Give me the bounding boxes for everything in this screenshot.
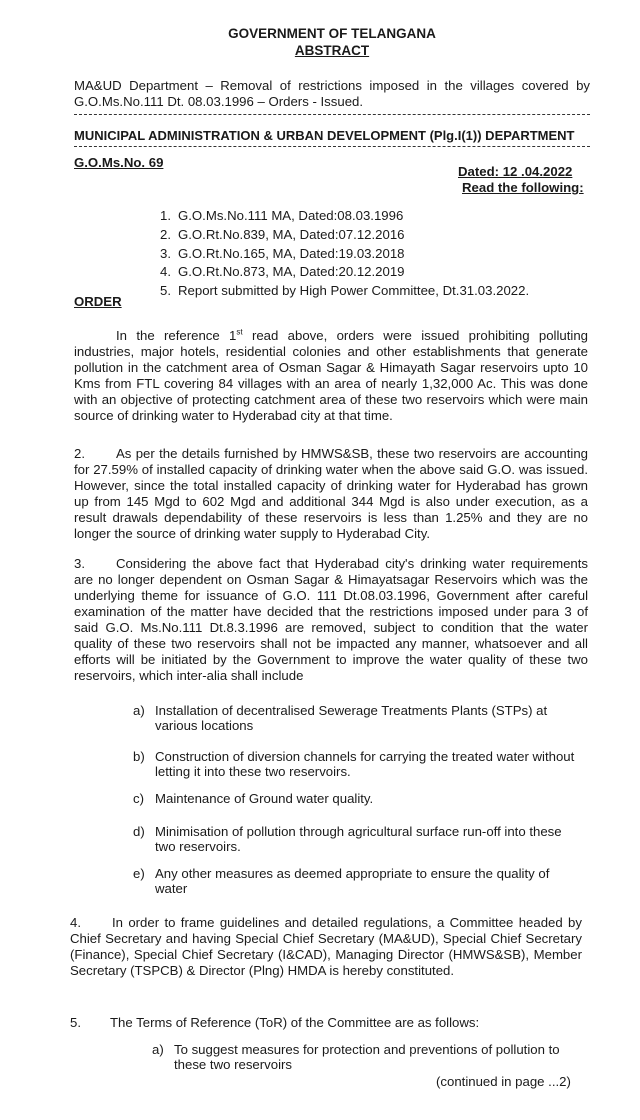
read-following: Read the following: [462, 180, 584, 195]
divider-top [74, 114, 590, 115]
paragraph-5: 5. The Terms of Reference (ToR) of the Committee are as follows: [70, 1015, 480, 1030]
subject-line: MA&UD Department – Removal of restrictions imposed in the villages covered by G.O.Ms.No.111 Dt. 08.03.1996 – Orders - Issued. [74, 78, 590, 109]
continued-note: (continued in page ...2) [436, 1074, 571, 1089]
government-title: GOVERNMENT OF TELANGANA [228, 26, 436, 41]
paragraph-2: 2. As per the details furnished by HMWS&SB, these two reservoirs are accounting for 27.59% of installed capacity of drinking water when the above said G.O. was issued. However, since the total installed capacity of drinking water for Hyderabad has grown up from 145 Mgd to 602 Mgd and additional 344 Mgd is also under execution, as a result drawals dependability of these reservoirs is less than 1.25% and they are no longer the source of drinking water supply to Hyderabad City. [74, 446, 588, 541]
dated: Dated: 12 .04.2022 [458, 164, 573, 179]
reference-item: 4. G.O.Rt.No.873, MA, Dated:20.12.2019 [160, 264, 405, 279]
abstract-heading: ABSTRACT [294, 43, 370, 58]
go-number: G.O.Ms.No. 69 [74, 155, 164, 170]
reference-item: 1. G.O.Ms.No.111 MA, Dated:08.03.1996 [160, 208, 404, 223]
reference-item: 5. Report submitted by High Power Committee, Dt.31.03.2022. [160, 283, 530, 298]
department-title: MUNICIPAL ADMINISTRATION & URBAN DEVELOPMENT (Plg.I(1)) DEPARTMENT [74, 128, 575, 143]
document-page: GOVERNMENT OF TELANGANA ABSTRACT MA&UD Department – Removal of restrictions imposed in the villages covered by G.O.Ms.No.111 Dt. 08.03.1996 – Orders - Issued. MUNICIPAL ADMINISTRATION & URBAN DEVELOPMENT (Plg.I(1)) DEPARTMENT G.O.Ms.No. 69 Dated: 12 .04.2022 Read the following: 1. G.O.Ms.No.111 MA, Dated:08.03.1996 2. G.O.Rt.No.839, MA, Dated:07.12.2016 3. G.O.Rt.No.165, MA, Dated:19.03.2018 4. G.O.Rt.No.873, MA, Dated:20.12.2019 5. Report submitted by High Power Committee, Dt.31.03.2022. ORDER In the reference 1st read above, orders were issued prohibiting polluting industries, major hotels, residential colonies and other establishments that generate pollution in the catchment area of Osman Sagar & Himayath Sagar reservoirs upto 10 Kms from FTL covering 84 villages with an area of nearly 1,32,000 Ac. This was done with an objective of protecting catchment area of these two reservoirs which were main source of drinking water to Hyderabad city at that time. 2. As per the details furnished by HMWS&SB, these two reservoirs are accounting for 27.59% of installed capacity of drinking water when the above said G.O. was issued. However, since the total installed capacity of drinking water for Hyderabad has grown up from 145 Mgd to 602 Mgd and additional 344 Mgd is also under execution, as a result drawals dependability of these reservoirs is less than 1.25% and they are no longer the source of drinking water supply to Hyderabad City. 3. Considering the above fact that Hyderabad city's drinking water requirements are no longer dependent on Osman Sagar & Himayatsagar Reservoirs which was the underlying theme for issuance of G.O. 111 Dt.08.03.1996, Government after careful examination of the matter have decided that the restrictions imposed under para 3 of said G.O. Ms.No.111 Dt.8.3.1996 are removed, subject to condition that the water quality of these two reservoirs shall not be impacted any manner, whatsoever and all efforts will be initiated by the Government to improve the water quality of these two reservoirs, which inter-alia shall include a) Installation of decentralised Sewerage Treatments Plants (STPs) at various locations b) Construction of diversion channels for carrying the treated water without letting it into these two reservoirs. c) Maintenance of Ground water quality. d) Minimisation of pollution through agricultural surface run-off into these two reservoirs. e) Any other measures as deemed appropriate to ensure the quality of water 4. In order to frame guidelines and detailed regulations, a Committee headed by Chief Secretary and having Special Chief Secretary (MA&UD), Special Chief Secretary (Finance), Special Chief Secretary (I&CAD), Managing Director (HMWS&SB), Member Secretary (TSPCB) & Director (Plng) HMDA is hereby constituted. 5. The Terms of Reference (ToR) of the Committee are as follows: a) To suggest measures for protection and preventions of pollution to these two reservoirs (continued in page ...2) [0, 0, 640, 1120]
divider-bottom [74, 146, 590, 147]
paragraph-3: 3. Considering the above fact that Hyderabad city's drinking water requirements are no longer dependent on Osman Sagar & Himayatsagar Reservoirs which was the underlying theme for issuance of G.O. 111 Dt.08.03.1996, Government after careful examination of the matter have decided that the restrictions imposed under para 3 of said G.O. Ms.No.111 Dt.8.3.1996 are removed, subject to condition that the water quality of these two reservoirs shall not be impacted any manner, whatsoever and all efforts will be initiated by the Government to improve the water quality of these two reservoirs, which inter-alia shall include [74, 556, 588, 683]
reference-item: 3. G.O.Rt.No.165, MA, Dated:19.03.2018 [160, 246, 405, 261]
reference-item: 2. G.O.Rt.No.839, MA, Dated:07.12.2016 [160, 227, 405, 242]
order-heading: ORDER [74, 294, 122, 309]
paragraph-4: 4. In order to frame guidelines and detailed regulations, a Committee headed by Chief Secretary and having Special Chief Secretary (MA&UD), Special Chief Secretary (Finance), Special Chief Secretary (I&CAD), Managing Director (HMWS&SB), Member Secretary (TSPCB) & Director (Plng) HMDA is hereby constituted. [70, 915, 582, 978]
paragraph-1: In the reference 1st read above, orders were issued prohibiting polluting industries, major hotels, residential colonies and other establishments that generate pollution in the catchment area of Osman Sagar & Himayath Sagar reservoirs upto 10 Kms from FTL covering 84 villages with an area of nearly 1,32,000 Ac. This was done with an objective of protecting catchment area of these two reservoirs which were main source of drinking water to Hyderabad city at that time. [74, 327, 588, 423]
